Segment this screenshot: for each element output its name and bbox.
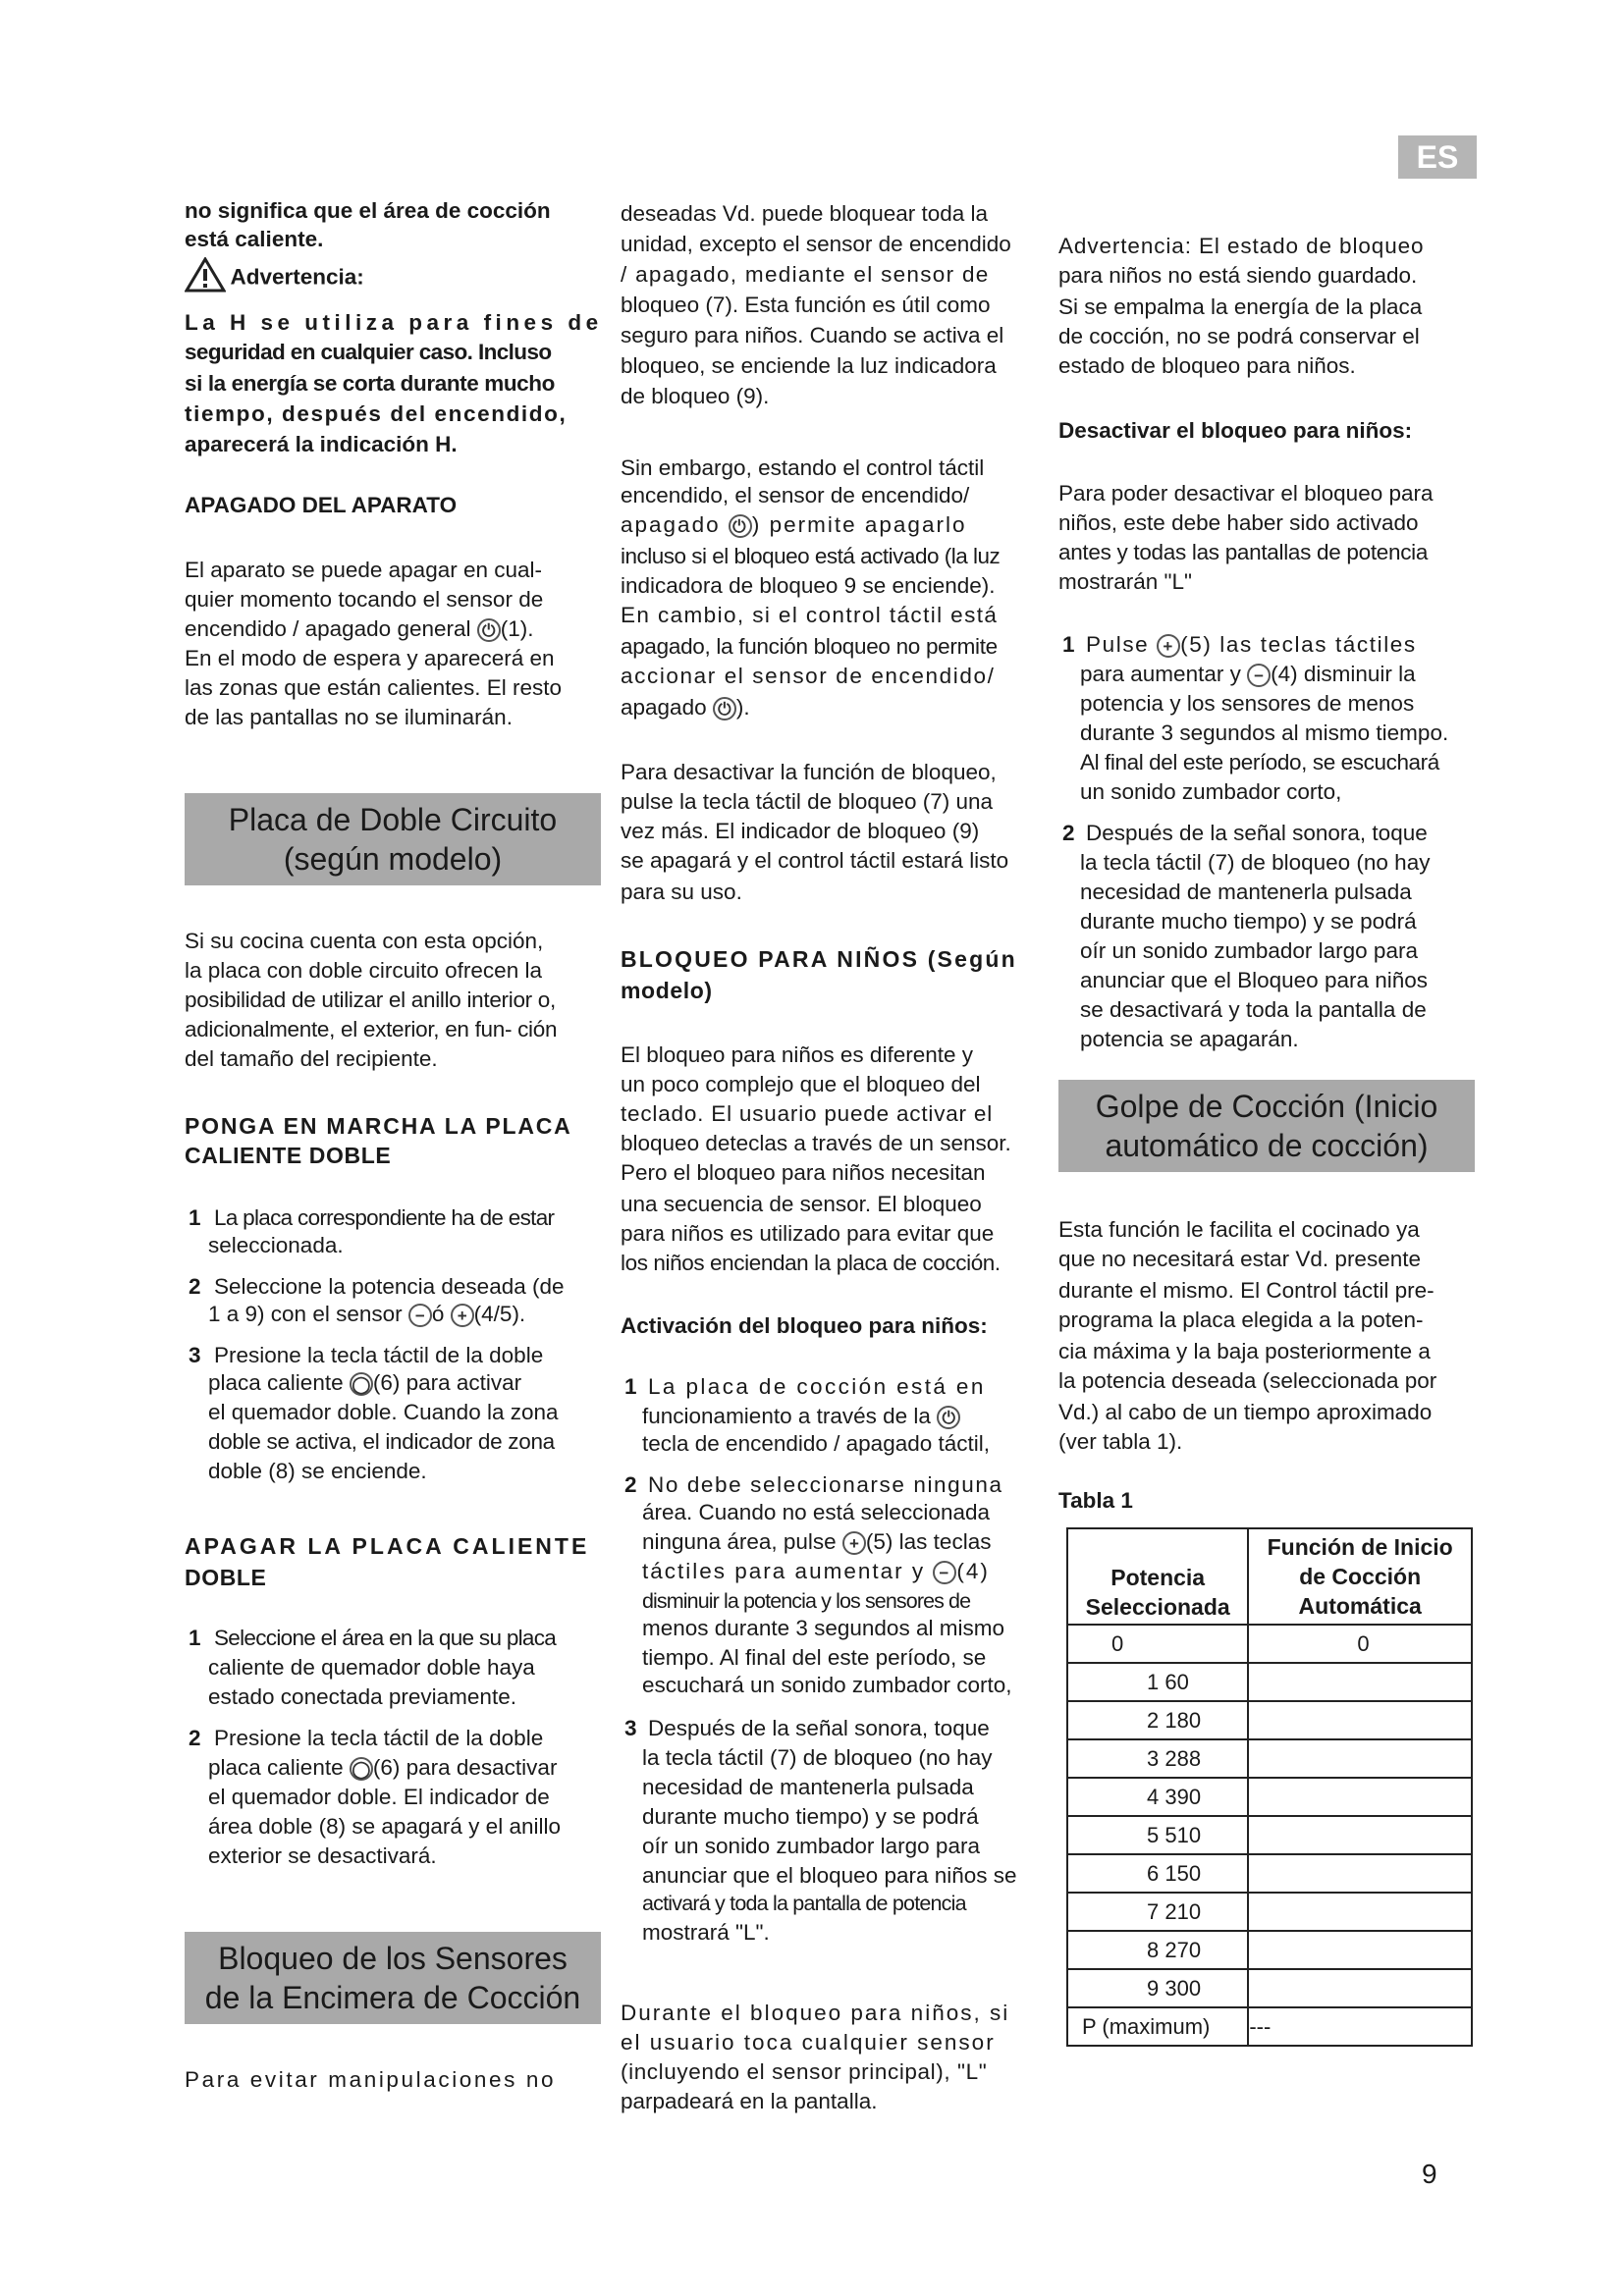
- list-item-text: [1080, 660, 1416, 690]
- table-row: [1067, 1778, 1472, 1816]
- col2-text: Durante el bloqueo para niños, si: [621, 2001, 1010, 2025]
- table-header-funcion: Función de Inicio de Cocción Automática: [1248, 1528, 1472, 1625]
- list-item-text: potencia se apagarán.: [1080, 1027, 1299, 1051]
- col3-text: mostrarán "L": [1058, 569, 1193, 594]
- list-item-text-part: placa caliente: [208, 1755, 344, 1780]
- section-box-bloqueo-sensores: [185, 1932, 601, 2024]
- col2-text: apagado, la función bloqueo no permite: [621, 634, 998, 659]
- list-item-text: [208, 1753, 557, 1784]
- list-number: 1: [189, 1205, 201, 1230]
- list-item-text: Seleccione el área en la que su placa: [214, 1626, 557, 1650]
- table-row: [1067, 1625, 1472, 1663]
- power-icon: ⏻: [937, 1406, 960, 1429]
- table-row: [1067, 1893, 1472, 1931]
- warning-text: seguridad en cualquier caso. Incluso: [185, 340, 552, 364]
- box-title-line: Bloqueo de los Sensores: [218, 1941, 568, 1976]
- minus-icon: −: [933, 1561, 956, 1584]
- list-item-text: [642, 1527, 991, 1558]
- list-item-text-part: 1 a 9) con el sensor: [208, 1302, 403, 1326]
- list-number: 3: [624, 1716, 637, 1740]
- table-cell-funcion: [1248, 1893, 1472, 1931]
- list-item-text-part: (6) para desactivar: [372, 1755, 558, 1780]
- col2-text: encendido, el sensor de encendido/: [621, 483, 970, 507]
- apagado-text: quier momento tocando el sensor de: [185, 587, 544, 612]
- apagado-text: de las pantallas no se iluminarán.: [185, 705, 513, 729]
- list-item-text: área. Cuando no está seleccionada: [642, 1500, 991, 1524]
- list-item-text: La placa correspondiente ha de estar: [214, 1205, 555, 1230]
- table-1: [1066, 1527, 1473, 2047]
- power-icon: ⏻: [729, 514, 752, 538]
- col3-text: Advertencia: El estado de bloqueo: [1058, 234, 1425, 258]
- list-item-text: la tecla táctil (7) de bloqueo (no hay: [642, 1745, 993, 1770]
- dual-zone-icon: ◯: [350, 1757, 373, 1781]
- col3-text: estado de bloqueo para niños.: [1058, 353, 1356, 378]
- plus-icon: +: [451, 1304, 474, 1327]
- col3-text: niños, este debe haber sido activado: [1058, 510, 1419, 535]
- doble-text: adicionalmente, el exterior, en fun- ción: [185, 1017, 558, 1041]
- list-item-text: doble (8) se enciende.: [208, 1459, 427, 1483]
- list-item-text: [642, 1402, 960, 1432]
- table-body: [1067, 1625, 1472, 2046]
- col2-text: pulse la tecla táctil de bloqueo (7) una: [621, 789, 993, 814]
- col2-text: Sin embargo, estando el control táctil: [621, 455, 985, 480]
- dual-zone-icon: ◯: [350, 1372, 373, 1396]
- list-number: 2: [189, 1726, 201, 1750]
- table-cell-funcion: [1248, 1816, 1472, 1854]
- list-item-text: necesidad de mantenerla pulsada: [642, 1775, 974, 1799]
- section-heading-desactivar: Desactivar el bloqueo para niños:: [1058, 418, 1413, 443]
- warning-text: si la energía se corta durante mucho: [185, 371, 555, 396]
- list-item-text: anunciar que el bloqueo para niños se: [642, 1863, 1017, 1888]
- list-item-text: anunciar que el Bloqueo para niños: [1080, 968, 1429, 992]
- box-title-line: Golpe de Cocción (Inicio: [1095, 1089, 1438, 1124]
- col2-text: para niños es utilizado para evitar que: [621, 1221, 995, 1246]
- col2-text: unidad, excepto el sensor de encendido: [621, 232, 1011, 256]
- table-header-row: [1067, 1528, 1472, 1625]
- col2-text-part: ) permite apagarlo: [751, 512, 967, 537]
- col3-text: (ver tabla 1).: [1058, 1429, 1183, 1454]
- col2-text: teclado. El usuario puede activar el: [621, 1101, 994, 1126]
- col2-text-part: ).: [735, 695, 750, 720]
- list-item-text: Seleccione la potencia deseada (de: [214, 1274, 565, 1299]
- plus-icon: +: [842, 1531, 866, 1555]
- warning-text: aparecerá la indicación H.: [185, 432, 458, 456]
- table-header-potencia: Potencia Seleccionada: [1067, 1528, 1248, 1625]
- intro-line: está caliente.: [185, 227, 324, 251]
- list-item-text: Después de la señal sonora, toque: [648, 1716, 990, 1740]
- col2-text: [621, 510, 966, 541]
- warning-triangle-icon: [185, 257, 226, 293]
- col2-text: Para desactivar la función de bloqueo,: [621, 760, 997, 784]
- col2-text: accionar el sensor de encendido/: [621, 664, 996, 688]
- list-number: 3: [189, 1343, 201, 1367]
- box-title-line: Placa de Doble Circuito: [228, 802, 558, 837]
- language-tag: ES: [1398, 135, 1477, 179]
- table-row: [1067, 1816, 1472, 1854]
- section-heading-ninos: modelo): [621, 978, 713, 1003]
- list-item-text-part: placa caliente: [208, 1370, 344, 1395]
- list-item-text: mostrará "L".: [642, 1920, 770, 1945]
- col2-text: una secuencia de sensor. El bloqueo: [621, 1192, 982, 1216]
- col2-text: el usuario toca cualquier sensor: [621, 2030, 996, 2055]
- col3-text: antes y todas las pantallas de potencia: [1058, 540, 1429, 564]
- list-item-text: oír un sonido zumbador largo para: [642, 1834, 980, 1858]
- box-title-line: automático de cocción): [1105, 1128, 1429, 1163]
- col3-text: que no necesitará estar Vd. presente: [1058, 1247, 1421, 1271]
- table-row: [1067, 1663, 1472, 1701]
- list-item-text: Al final del este período, se escuchará: [1080, 750, 1439, 774]
- col2-text: [621, 693, 750, 723]
- table-row: [1067, 1969, 1472, 2007]
- col2-text: indicadora de bloqueo 9 se enciende).: [621, 573, 996, 598]
- col2-text-part: apagado: [621, 512, 721, 537]
- col3-text: Vd.) al cabo de un tiempo aproximado: [1058, 1400, 1433, 1424]
- box-title-line: de la Encimera de Cocción: [204, 1980, 581, 2015]
- col3-text: programa la placa elegida a la poten-: [1058, 1308, 1424, 1332]
- list-item-text-part: (5) las teclas táctiles: [1180, 632, 1417, 657]
- list-item-text: [208, 1368, 521, 1399]
- list-item-text: caliente de quemador doble haya: [208, 1655, 535, 1680]
- list-number: 2: [1062, 821, 1075, 845]
- table-cell-potencia: 6 150: [1067, 1854, 1248, 1893]
- table-row: [1067, 1931, 1472, 1969]
- doble-text: del tamaño del recipiente.: [185, 1046, 438, 1071]
- list-item-text: oír un sonido zumbador largo para: [1080, 938, 1418, 963]
- list-item-text: exterior se desactivará.: [208, 1843, 437, 1868]
- section-heading-apagado: APAGADO DEL APARATO: [185, 493, 458, 517]
- apagado-text: [185, 614, 534, 645]
- list-item-text: Presione la tecla táctil de la doble: [214, 1343, 544, 1367]
- table-row: [1067, 1739, 1472, 1778]
- table-cell-funcion: [1248, 1969, 1472, 2007]
- list-item-text-part: (5) las teclas: [865, 1529, 992, 1554]
- doble-text: posibilidad de utilizar el anillo interior o,: [185, 988, 556, 1012]
- list-item-text-part: funcionamiento a través de la: [642, 1404, 931, 1428]
- doble-text: Si su cocina cuenta con esta opción,: [185, 929, 544, 953]
- col2-text: seguro para niños. Cuando se activa el: [621, 323, 1004, 347]
- list-item-text-part: (4/5).: [473, 1302, 526, 1326]
- col3-text: cia máxima y la baja posteriormente a: [1058, 1339, 1431, 1363]
- minus-icon: −: [1247, 664, 1271, 687]
- list-item-text: escuchará un sonido zumbador corto,: [642, 1673, 1012, 1697]
- list-item-text: el quemador doble. El indicador de: [208, 1785, 550, 1809]
- table-cell-funcion: [1248, 1854, 1472, 1893]
- list-item-text: La placa de cocción está en: [648, 1374, 986, 1399]
- minus-icon: −: [408, 1304, 432, 1327]
- list-number: 1: [624, 1374, 637, 1399]
- list-item-text-part: para aumentar y: [1080, 662, 1241, 686]
- list-item-text: disminuir la potencia y los sensores de: [642, 1589, 971, 1613]
- box-title-line: (según modelo): [283, 841, 503, 877]
- list-number: 1: [1062, 632, 1075, 657]
- col2-text: / apagado, mediante el sensor de: [621, 262, 990, 287]
- power-icon: ⏻: [477, 618, 501, 642]
- apagado-text: las zonas que están calientes. El resto: [185, 675, 562, 700]
- list-number: 2: [189, 1274, 201, 1299]
- table-cell-potencia: 2 180: [1067, 1701, 1248, 1739]
- section-heading-activacion: Activación del bloqueo para niños:: [621, 1313, 988, 1338]
- list-item-text-part: (4): [956, 1559, 990, 1583]
- col3-text: durante el mismo. El Control táctil pre-: [1058, 1278, 1435, 1303]
- list-item-text-part: Pulse: [1086, 632, 1150, 657]
- section-box-golpe-coccion: [1058, 1080, 1475, 1172]
- section-heading-ninos: BLOQUEO PARA NIÑOS (Según: [621, 946, 1017, 972]
- col3-text: de cocción, no se podrá conservar el: [1058, 324, 1420, 348]
- list-number: 2: [624, 1472, 637, 1497]
- table-cell-funcion: [1248, 1739, 1472, 1778]
- list-item-text: estado conectada previamente.: [208, 1684, 516, 1709]
- section-heading-apagar: APAGAR LA PLACA CALIENTE: [185, 1533, 590, 1559]
- apagado-text: En el modo de espera y aparecerá en: [185, 646, 555, 670]
- apagado-text-part: (1).: [500, 616, 534, 641]
- col2-text: En cambio, si el control táctil está: [621, 603, 999, 627]
- col3-text: la potencia deseada (seleccionada por: [1058, 1368, 1437, 1393]
- list-item-text: durante mucho tiempo) y se podrá: [1080, 909, 1417, 934]
- list-item-text: un sonido zumbador corto,: [1080, 779, 1342, 804]
- list-item-text: necesidad de mantenerla pulsada: [1080, 880, 1412, 904]
- col3-text: Si se empalma la energía de la placa: [1058, 294, 1423, 319]
- power-icon: ⏻: [713, 697, 736, 721]
- list-item-text: potencia y los sensores de menos: [1080, 691, 1415, 716]
- table-title: Tabla 1: [1058, 1488, 1133, 1513]
- list-item-text: doble se activa, el indicador de zona: [208, 1429, 555, 1454]
- warning-block: [185, 257, 364, 293]
- col2-text: deseadas Vd. puede bloquear toda la: [621, 201, 989, 226]
- col2-text-part: apagado: [621, 695, 707, 720]
- table-cell-potencia: P (maximum): [1067, 2007, 1248, 2046]
- table-cell-potencia: 3 288: [1067, 1739, 1248, 1778]
- table-cell-funcion: [1248, 1778, 1472, 1816]
- warning-text: tiempo, después del encendido,: [185, 401, 568, 426]
- table-cell-potencia: 1 60: [1067, 1663, 1248, 1701]
- table-cell-funcion: [1248, 1663, 1472, 1701]
- col3-text: Esta función le facilita el cocinado ya: [1058, 1217, 1420, 1242]
- col2-text: parpadeará en la pantalla.: [621, 2089, 878, 2113]
- list-item-text-part: (4) disminuir la: [1271, 662, 1416, 686]
- warning-text: La H se utiliza para fines de: [185, 310, 603, 335]
- list-item-text: durante 3 segundos al mismo tiempo.: [1080, 721, 1449, 745]
- evitar-text: Para evitar manipulaciones no: [185, 2067, 557, 2092]
- col2-text: (incluyendo el sensor principal), "L": [621, 2059, 988, 2084]
- list-item-text: tecla de encendido / apagado táctil,: [642, 1431, 991, 1456]
- list-item-text-part: ó: [431, 1302, 445, 1326]
- section-box-doble-circuito: [185, 793, 601, 885]
- list-item-text: tiempo. Al final del este período, se: [642, 1645, 987, 1670]
- page-number: 9: [1422, 2159, 1437, 2189]
- col2-text: incluso si el bloqueo está activado (la luz: [621, 544, 1001, 568]
- list-item-text-part: táctiles para aumentar y: [642, 1559, 926, 1583]
- col2-text: bloqueo, se enciende la luz indicadora: [621, 353, 997, 378]
- plus-icon: +: [1157, 634, 1180, 658]
- list-item-text: el quemador doble. Cuando la zona: [208, 1400, 559, 1424]
- table-cell-funcion: 0: [1248, 1625, 1472, 1663]
- table-row: [1067, 1701, 1472, 1739]
- list-item-text: se desactivará y toda la pantalla de: [1080, 997, 1427, 1022]
- list-item-text: la tecla táctil (7) de bloqueo (no hay: [1080, 850, 1431, 875]
- list-item-text-part: ninguna área, pulse: [642, 1529, 837, 1554]
- col3-text: para niños no está siendo guardado.: [1058, 263, 1418, 288]
- list-item-text: Presione la tecla táctil de la doble: [214, 1726, 544, 1750]
- intro-line: no significa que el área de cocción: [185, 198, 551, 223]
- col2-text: bloqueo deteclas a través de un sensor.: [621, 1131, 1011, 1155]
- table-cell-potencia: 5 510: [1067, 1816, 1248, 1854]
- list-item-text: [208, 1300, 525, 1330]
- table-cell-funcion: [1248, 1701, 1472, 1739]
- list-item-text: seleccionada.: [208, 1233, 344, 1257]
- col2-text: El bloqueo para niños es diferente y: [621, 1042, 973, 1067]
- table-cell-funcion: [1248, 1931, 1472, 1969]
- list-item-text: [1086, 630, 1417, 661]
- col2-text: vez más. El indicador de bloqueo (9): [621, 819, 980, 843]
- warning-title: Advertencia:: [230, 264, 364, 290]
- col2-text: se apagará y el control táctil estará listo: [621, 848, 1009, 873]
- col2-text: los niños enciendan la placa de cocción.: [621, 1251, 1001, 1275]
- list-item-text: No debe seleccionarse ninguna: [648, 1472, 1003, 1497]
- list-item-text: área doble (8) se apagará y el anillo: [208, 1814, 561, 1839]
- table-cell-potencia: 7 210: [1067, 1893, 1248, 1931]
- col2-text: Pero el bloqueo para niños necesitan: [621, 1160, 986, 1185]
- col2-text: bloqueo (7). Esta función es útil como: [621, 293, 991, 317]
- list-item-text: activará y toda la pantalla de potencia: [642, 1892, 966, 1915]
- list-item-text-part: (6) para activar: [372, 1370, 522, 1395]
- list-number: 1: [189, 1626, 201, 1650]
- table-row: [1067, 2007, 1472, 2046]
- apagado-text: El aparato se puede apagar en cual-: [185, 558, 543, 582]
- section-heading-apagar: DOBLE: [185, 1565, 267, 1590]
- doble-text: la placa con doble circuito ofrecen la: [185, 958, 542, 983]
- list-item-text: [642, 1557, 990, 1587]
- col3-text: Para poder desactivar el bloqueo para: [1058, 481, 1434, 506]
- section-heading-marcha: PONGA EN MARCHA LA PLACA: [185, 1113, 572, 1139]
- col2-text: de bloqueo (9).: [621, 384, 770, 408]
- table-cell-potencia: 4 390: [1067, 1778, 1248, 1816]
- table-cell-potencia: 8 270: [1067, 1931, 1248, 1969]
- list-item-text: durante mucho tiempo) y se podrá: [642, 1804, 979, 1829]
- list-item-text: Después de la señal sonora, toque: [1086, 821, 1428, 845]
- col2-text: para su uso.: [621, 880, 742, 904]
- apagado-text-part: encendido / apagado general: [185, 616, 471, 641]
- section-heading-marcha: CALIENTE DOBLE: [185, 1143, 392, 1168]
- table-row: [1067, 1854, 1472, 1893]
- table-cell-potencia: 9 300: [1067, 1969, 1248, 2007]
- col2-text: un poco complejo que el bloqueo del: [621, 1072, 981, 1096]
- table-cell-potencia: 0: [1067, 1625, 1248, 1663]
- table-cell-funcion: ---: [1248, 2007, 1472, 2046]
- list-item-text: menos durante 3 segundos al mismo: [642, 1616, 1004, 1640]
